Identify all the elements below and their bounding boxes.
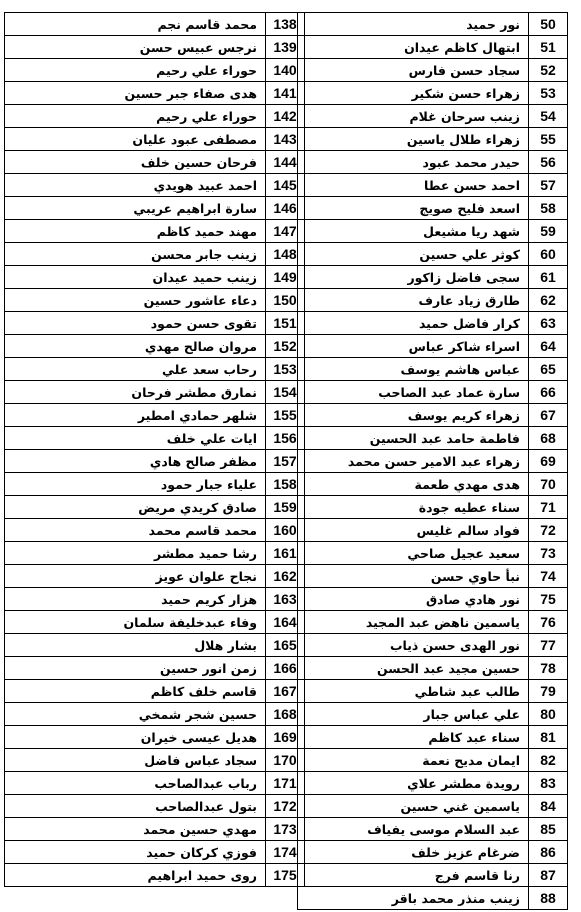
left-table-row [5, 381, 305, 404]
student-name-cell: فاطمة حامد عبد الحسين [298, 427, 529, 450]
left-table-row [5, 59, 305, 82]
row-number-cell: 57 [529, 174, 568, 197]
student-name-cell: مهدي حسين محمد [5, 818, 266, 841]
student-name-cell: عباس هاشم يوسف [298, 358, 529, 381]
left-table-row [5, 105, 305, 128]
left-table-row [5, 795, 305, 818]
row-number-cell: 88 [529, 887, 568, 910]
student-name-cell: فواد سالم غليس [298, 519, 529, 542]
row-number-cell: 87 [529, 864, 568, 887]
row-number-cell: 147 [266, 220, 305, 243]
student-name-cell: طارق زياد عارف [298, 289, 529, 312]
left-table-row [5, 128, 305, 151]
student-name-cell: ياسمين غني حسين [298, 795, 529, 818]
left-table-row [5, 358, 305, 381]
left-table-body [5, 13, 305, 887]
left-table-row [5, 496, 305, 519]
student-name-cell: نور الهدى حسن ذياب [298, 634, 529, 657]
row-number-cell: 65 [529, 358, 568, 381]
row-number-cell: 78 [529, 657, 568, 680]
student-name-cell: محمد قاسم محمد [5, 519, 266, 542]
right-table-row [298, 611, 568, 634]
left-table-row [5, 36, 305, 59]
row-number-cell: 153 [266, 358, 305, 381]
left-table-row [5, 726, 305, 749]
row-number-cell: 151 [266, 312, 305, 335]
right-table-row [298, 174, 568, 197]
right-table-row [298, 13, 568, 36]
student-name-cell: كوثر علي حسين [298, 243, 529, 266]
right-table-row [298, 657, 568, 680]
student-name-cell: سناء عطيه جودة [298, 496, 529, 519]
row-number-cell: 146 [266, 197, 305, 220]
left-table-row [5, 772, 305, 795]
row-number-cell: 163 [266, 588, 305, 611]
row-number-cell: 70 [529, 473, 568, 496]
student-name-cell: حوراء علي رحيم [5, 59, 266, 82]
row-number-cell: 149 [266, 266, 305, 289]
student-name-cell: كرار فاضل حميد [298, 312, 529, 335]
right-table-row [298, 128, 568, 151]
student-name-cell: شهد ريا مشيعل [298, 220, 529, 243]
row-number-cell: 156 [266, 427, 305, 450]
student-name-cell: زهراء عبد الامير حسن محمد [298, 450, 529, 473]
right-table-row [298, 404, 568, 427]
student-name-cell: سناء عبد كاظم [298, 726, 529, 749]
student-name-cell: روى حميد ابراهيم [5, 864, 266, 887]
student-name-cell: ابتهال كاظم عيدان [298, 36, 529, 59]
right-table-row [298, 887, 568, 910]
left-table-row [5, 243, 305, 266]
student-name-cell: اسعد فليح صويج [298, 197, 529, 220]
right-table-row [298, 266, 568, 289]
row-number-cell: 170 [266, 749, 305, 772]
student-name-cell: رحاب سعد علي [5, 358, 266, 381]
row-number-cell: 52 [529, 59, 568, 82]
row-number-cell: 61 [529, 266, 568, 289]
student-name-cell: نبأ حاوي حسن [298, 565, 529, 588]
row-number-cell: 68 [529, 427, 568, 450]
left-table-row [5, 841, 305, 864]
row-number-cell: 168 [266, 703, 305, 726]
row-number-cell: 145 [266, 174, 305, 197]
row-number-cell: 160 [266, 519, 305, 542]
student-name-cell: احمد حسن عطا [298, 174, 529, 197]
row-number-cell: 69 [529, 450, 568, 473]
student-name-cell: احمد عبيد هويدي [5, 174, 266, 197]
row-number-cell: 64 [529, 335, 568, 358]
student-name-cell: حوراء علي رحيم [5, 105, 266, 128]
student-name-cell: هدى صفاء جبر حسين [5, 82, 266, 105]
left-table-row [5, 634, 305, 657]
student-name-cell: وفاء عبدخليفة سلمان [5, 611, 266, 634]
left-table-row [5, 450, 305, 473]
row-number-cell: 173 [266, 818, 305, 841]
row-number-cell: 166 [266, 657, 305, 680]
right-table-row [298, 473, 568, 496]
right-table-row [298, 795, 568, 818]
right-table-row [298, 634, 568, 657]
right-table-row [298, 450, 568, 473]
student-name-cell: دعاء عاشور حسين [5, 289, 266, 312]
student-name-cell: رويدة مطشر علاي [298, 772, 529, 795]
student-name-cell: نور حميد [298, 13, 529, 36]
student-name-cell: رشا حميد مطشر [5, 542, 266, 565]
student-name-cell: رباب عبدالصاحب [5, 772, 266, 795]
right-table-row [298, 565, 568, 588]
student-name-cell: علي عباس جبار [298, 703, 529, 726]
right-table-row [298, 358, 568, 381]
student-name-cell: علياء جبار حمود [5, 473, 266, 496]
left-table-row [5, 220, 305, 243]
student-name-cell: زهراء كريم يوسف [298, 404, 529, 427]
row-number-cell: 140 [266, 59, 305, 82]
left-table-row [5, 703, 305, 726]
row-number-cell: 175 [266, 864, 305, 887]
row-number-cell: 142 [266, 105, 305, 128]
student-name-cell: مروان صالح مهدي [5, 335, 266, 358]
row-number-cell: 75 [529, 588, 568, 611]
row-number-cell: 141 [266, 82, 305, 105]
row-number-cell: 77 [529, 634, 568, 657]
left-table-row [5, 680, 305, 703]
student-name-cell: حسين شجر شمخي [5, 703, 266, 726]
row-number-cell: 172 [266, 795, 305, 818]
student-name-cell: اسراء شاكر عباس [298, 335, 529, 358]
left-table-row [5, 818, 305, 841]
left-table-row [5, 749, 305, 772]
left-table-row [5, 404, 305, 427]
student-name-cell: تقوى حسن حمود [5, 312, 266, 335]
row-number-cell: 50 [529, 13, 568, 36]
student-name-cell: مهند حميد كاظم [5, 220, 266, 243]
row-number-cell: 144 [266, 151, 305, 174]
student-name-cell: ايمان مديح نعمة [298, 749, 529, 772]
row-number-cell: 152 [266, 335, 305, 358]
left-table-row [5, 657, 305, 680]
row-number-cell: 83 [529, 772, 568, 795]
right-table-row [298, 220, 568, 243]
student-name-cell: زينب سرحان غلام [298, 105, 529, 128]
row-number-cell: 165 [266, 634, 305, 657]
right-table-row [298, 289, 568, 312]
row-number-cell: 155 [266, 404, 305, 427]
student-name-cell: هزار كريم حميد [5, 588, 266, 611]
student-name-cell: بشار هلال [5, 634, 266, 657]
row-number-cell: 81 [529, 726, 568, 749]
row-number-cell: 86 [529, 841, 568, 864]
student-name-cell: نجاح علوان عويز [5, 565, 266, 588]
left-table-row [5, 542, 305, 565]
row-number-cell: 55 [529, 128, 568, 151]
student-name-cell: صادق كريدي مريض [5, 496, 266, 519]
left-names-table [4, 12, 305, 887]
student-name-cell: رنا قاسم فرج [298, 864, 529, 887]
left-table-row [5, 197, 305, 220]
row-number-cell: 56 [529, 151, 568, 174]
right-table-row [298, 818, 568, 841]
student-name-cell: ياسمين ناهض عبد المجيد [298, 611, 529, 634]
student-name-cell: مصطفى عبود عليان [5, 128, 266, 151]
student-name-cell: زمن انور حسين [5, 657, 266, 680]
row-number-cell: 67 [529, 404, 568, 427]
row-number-cell: 85 [529, 818, 568, 841]
row-number-cell: 62 [529, 289, 568, 312]
student-name-cell: مظفر صالح هادي [5, 450, 266, 473]
student-name-cell: عبد السلام موسى يفياف [298, 818, 529, 841]
row-number-cell: 63 [529, 312, 568, 335]
student-name-cell: فرحان حسين خلف [5, 151, 266, 174]
row-number-cell: 154 [266, 381, 305, 404]
student-name-cell: حسين مجيد عبد الحسن [298, 657, 529, 680]
student-name-cell: محمد قاسم نجم [5, 13, 266, 36]
left-table-row [5, 588, 305, 611]
student-name-cell: سعيد عجيل صاحي [298, 542, 529, 565]
left-table-row [5, 82, 305, 105]
student-name-cell: هدى مهدي طعمة [298, 473, 529, 496]
right-table-row [298, 312, 568, 335]
left-table-row [5, 864, 305, 887]
right-table-row [298, 542, 568, 565]
student-name-cell: بتول عبدالصاحب [5, 795, 266, 818]
right-table-row [298, 680, 568, 703]
row-number-cell: 79 [529, 680, 568, 703]
left-table-row [5, 565, 305, 588]
right-table-row [298, 427, 568, 450]
right-table-row [298, 772, 568, 795]
row-number-cell: 148 [266, 243, 305, 266]
student-name-cell: سجاد عباس فاضل [5, 749, 266, 772]
right-table-row [298, 151, 568, 174]
right-table-row [298, 59, 568, 82]
row-number-cell: 53 [529, 82, 568, 105]
right-table-row [298, 841, 568, 864]
student-name-cell: زينب منذر محمد باقر [298, 887, 529, 910]
row-number-cell: 150 [266, 289, 305, 312]
row-number-cell: 71 [529, 496, 568, 519]
row-number-cell: 162 [266, 565, 305, 588]
row-number-cell: 157 [266, 450, 305, 473]
student-name-cell: ايات علي خلف [5, 427, 266, 450]
right-table-row [298, 105, 568, 128]
student-name-cell: حيدر محمد عبود [298, 151, 529, 174]
row-number-cell: 82 [529, 749, 568, 772]
row-number-cell: 159 [266, 496, 305, 519]
row-number-cell: 138 [266, 13, 305, 36]
right-table-row [298, 703, 568, 726]
right-table-row [298, 381, 568, 404]
left-table-row [5, 151, 305, 174]
row-number-cell: 80 [529, 703, 568, 726]
student-name-cell: زهراء طلال ياسين [298, 128, 529, 151]
right-table-row [298, 197, 568, 220]
right-table-row [298, 726, 568, 749]
right-table-row [298, 749, 568, 772]
left-table-row [5, 13, 305, 36]
row-number-cell: 51 [529, 36, 568, 59]
row-number-cell: 139 [266, 36, 305, 59]
right-table-row [298, 243, 568, 266]
student-name-cell: هديل عيسى خيران [5, 726, 266, 749]
right-table-row [298, 82, 568, 105]
row-number-cell: 60 [529, 243, 568, 266]
student-name-cell: نمارق مطشر فرحان [5, 381, 266, 404]
left-table-row [5, 473, 305, 496]
row-number-cell: 73 [529, 542, 568, 565]
right-table-body [298, 13, 568, 910]
student-name-cell: فوزي كركان حميد [5, 841, 266, 864]
left-table-row [5, 611, 305, 634]
student-name-cell: سجاد حسن فارس [298, 59, 529, 82]
row-number-cell: 143 [266, 128, 305, 151]
right-table-row [298, 36, 568, 59]
right-table-row [298, 519, 568, 542]
left-table-row [5, 427, 305, 450]
student-name-cell: ضرغام عزيز خلف [298, 841, 529, 864]
row-number-cell: 169 [266, 726, 305, 749]
row-number-cell: 76 [529, 611, 568, 634]
row-number-cell: 58 [529, 197, 568, 220]
right-table-row [298, 864, 568, 887]
left-table-row [5, 289, 305, 312]
right-table-row [298, 335, 568, 358]
row-number-cell: 54 [529, 105, 568, 128]
row-number-cell: 72 [529, 519, 568, 542]
student-name-cell: زينب جابر محسن [5, 243, 266, 266]
left-table-row [5, 266, 305, 289]
student-name-cell: سارة عماد عبد الصاحب [298, 381, 529, 404]
student-name-cell: قاسم خلف كاظم [5, 680, 266, 703]
row-number-cell: 164 [266, 611, 305, 634]
row-number-cell: 59 [529, 220, 568, 243]
student-name-cell: شلهر حمادي امطير [5, 404, 266, 427]
student-name-cell: نرجس عبيس حسن [5, 36, 266, 59]
row-number-cell: 171 [266, 772, 305, 795]
row-number-cell: 158 [266, 473, 305, 496]
student-name-cell: سجى فاضل زاكور [298, 266, 529, 289]
student-name-cell: طالب عبد شاطي [298, 680, 529, 703]
row-number-cell: 74 [529, 565, 568, 588]
left-table-row [5, 312, 305, 335]
left-table-row [5, 335, 305, 358]
row-number-cell: 174 [266, 841, 305, 864]
right-table-row [298, 588, 568, 611]
student-name-cell: نور هادي صادق [298, 588, 529, 611]
right-names-table [297, 12, 568, 910]
row-number-cell: 167 [266, 680, 305, 703]
student-name-cell: زهراء حسن شكير [298, 82, 529, 105]
row-number-cell: 161 [266, 542, 305, 565]
row-number-cell: 84 [529, 795, 568, 818]
student-name-cell: زينب حميد عيدان [5, 266, 266, 289]
left-table-row [5, 519, 305, 542]
row-number-cell: 66 [529, 381, 568, 404]
student-name-cell: سارة ابراهيم عريبي [5, 197, 266, 220]
left-table-row [5, 174, 305, 197]
right-table-row [298, 496, 568, 519]
